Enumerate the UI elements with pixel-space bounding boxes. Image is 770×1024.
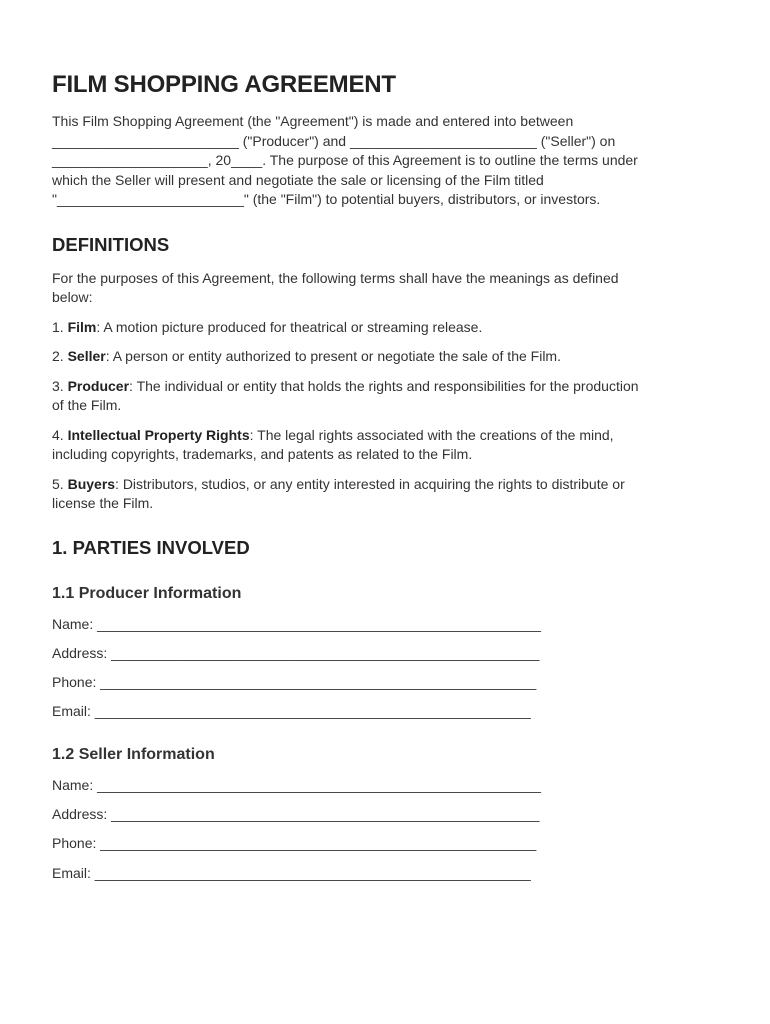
- definition-term: Buyers: [67, 475, 116, 492]
- intro-paragraph: [52, 112, 712, 210]
- definition-term: Film: [67, 318, 97, 335]
- document-page: [52, 70, 712, 883]
- definition-item-ip-rights: [52, 426, 712, 465]
- definition-text: : A motion picture produced for theatrical or streaming release.: [96, 318, 483, 335]
- definition-item-producer: [52, 377, 712, 416]
- definition-text: including copyrights, trademarks, and patents as related to the Film.: [52, 446, 473, 462]
- producer-name-field[interactable]: [52, 615, 712, 635]
- definition-text: of the Film.: [52, 397, 122, 413]
- field-label: Phone:: [52, 674, 97, 691]
- producer-address-field[interactable]: [52, 644, 712, 664]
- field-label: Phone:: [52, 835, 97, 852]
- definition-term: Seller: [67, 348, 106, 364]
- field-blank[interactable]: ________________________________________________________: [100, 835, 537, 852]
- producer-email-field[interactable]: [52, 702, 712, 722]
- seller-info-heading: 1.2 Seller Information: [52, 745, 215, 763]
- seller-name-field[interactable]: [52, 776, 712, 796]
- definitions-heading: DEFINITIONS: [52, 233, 170, 255]
- definition-text: : Distributors, studios, or any entity interested in acquiring the rights to distribute or: [115, 475, 625, 492]
- field-blank[interactable]: _______________________________________________________: [111, 806, 540, 823]
- definition-number: 3.: [52, 377, 64, 394]
- intro-line: which the Seller will present and negotiate the sale or licensing of the Film titled: [52, 171, 544, 188]
- producer-info-heading: 1.1 Producer Information: [52, 584, 242, 602]
- definition-text: : A person or entity authorized to present or negotiate the sale of the Film.: [105, 348, 561, 364]
- definition-number: 1.: [52, 318, 64, 335]
- field-blank[interactable]: _________________________________________________________: [97, 615, 541, 632]
- field-blank[interactable]: ________________________________________________________: [100, 674, 537, 691]
- definition-text: license the Film.: [52, 495, 154, 511]
- definition-number: 4.: [52, 426, 64, 443]
- field-label: Email:: [52, 703, 91, 720]
- definition-number: 2.: [52, 348, 64, 364]
- field-blank[interactable]: _______________________________________________________: [111, 644, 540, 661]
- parties-heading: 1. PARTIES INVOLVED: [52, 536, 250, 558]
- field-label: Email:: [52, 864, 91, 881]
- intro-line: "________________________" (the "Film") to potential buyers, distributors, or investors.: [52, 191, 601, 207]
- field-blank[interactable]: ________________________________________________________: [94, 703, 531, 720]
- definition-text: : The individual or entity that holds the rights and responsibilities for the production: [129, 377, 639, 394]
- definition-item-seller: [52, 347, 712, 367]
- field-label: Address:: [52, 644, 108, 661]
- definition-term: Intellectual Property Rights: [67, 426, 250, 443]
- intro-line: ____________________, 20____. The purpose of this Agreement is to outline the terms under: [52, 152, 638, 168]
- definition-number: 5.: [52, 475, 64, 492]
- definitions-intro: [52, 269, 712, 308]
- definitions-intro-line: For the purposes of this Agreement, the following terms shall have the meanings as defined: [52, 269, 619, 286]
- field-label: Address:: [52, 806, 108, 823]
- field-blank[interactable]: ________________________________________________________: [94, 864, 531, 881]
- field-blank[interactable]: _________________________________________________________: [97, 776, 541, 793]
- seller-phone-field[interactable]: [52, 834, 712, 854]
- definition-item-buyers: [52, 475, 712, 514]
- definition-text: : The legal rights associated with the creations of the mind,: [249, 426, 614, 443]
- field-label: Name:: [52, 615, 94, 632]
- definitions-intro-line: below:: [52, 289, 93, 305]
- seller-address-field[interactable]: [52, 805, 712, 825]
- intro-line: ________________________ ("Producer") and ________________________ ("Seller") on: [52, 132, 616, 149]
- field-label: Name:: [52, 776, 94, 793]
- intro-line: This Film Shopping Agreement (the "Agreement") is made and entered into between: [52, 113, 574, 129]
- definition-term: Producer: [67, 377, 130, 394]
- producer-phone-field[interactable]: [52, 673, 712, 693]
- document-title: FILM SHOPPING AGREEMENT: [52, 71, 396, 98]
- definition-item-film: [52, 318, 712, 338]
- seller-email-field[interactable]: [52, 864, 712, 884]
